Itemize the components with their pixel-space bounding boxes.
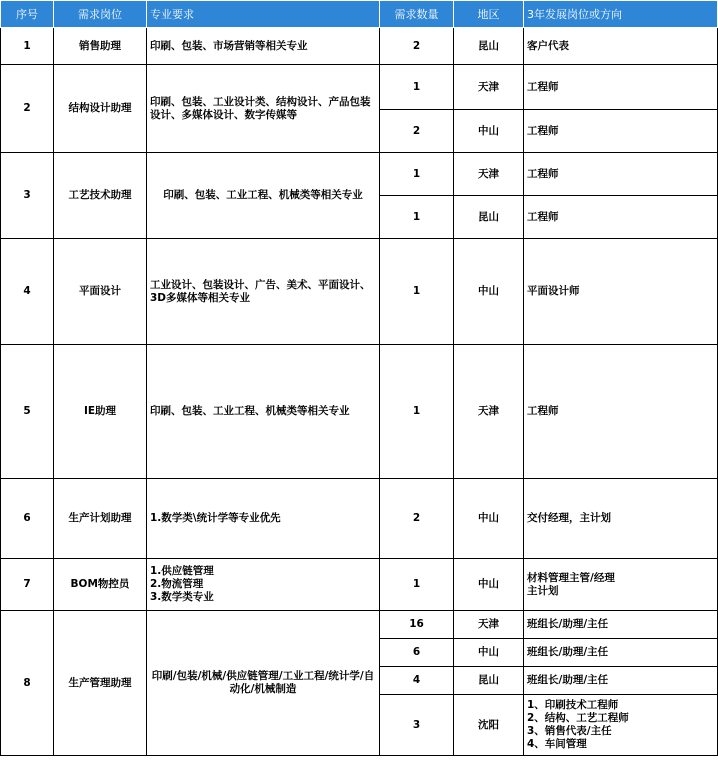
row-quantity: 3 — [380, 695, 454, 756]
table-row — [1, 239, 718, 345]
row-position: IE助理 — [54, 345, 147, 479]
row-region: 天津 — [454, 153, 524, 196]
row-region: 中山 — [454, 479, 524, 559]
row-development: 工程师 — [524, 110, 718, 153]
row-no: 4 — [1, 239, 54, 345]
row-region: 天津 — [454, 345, 524, 479]
table-row — [1, 611, 718, 639]
row-development: 材料管理主管/经理 主计划 — [524, 559, 718, 611]
row-development: 交付经理，主计划 — [524, 479, 718, 559]
row-quantity: 1 — [380, 239, 454, 345]
row-region: 中山 — [454, 239, 524, 345]
row-quantity: 1 — [380, 559, 454, 611]
row-quantity: 6 — [380, 639, 454, 667]
row-quantity: 1 — [380, 196, 454, 239]
row-development: 工程师 — [524, 65, 718, 110]
row-region: 天津 — [454, 65, 524, 110]
row-quantity: 2 — [380, 479, 454, 559]
row-no: 3 — [1, 153, 54, 239]
row-region: 中山 — [454, 559, 524, 611]
row-region: 中山 — [454, 639, 524, 667]
row-development: 班组长/助理/主任 — [524, 639, 718, 667]
row-major: 1.数学类\统计学等专业优先 — [147, 479, 380, 559]
row-quantity: 2 — [380, 110, 454, 153]
row-quantity: 4 — [380, 667, 454, 695]
header-quantity: 需求数量 — [380, 1, 454, 28]
table-row — [1, 345, 718, 479]
row-region: 天津 — [454, 611, 524, 639]
row-major: 1.供应链管理 2.物流管理 3.数学类专业 — [147, 559, 380, 611]
row-quantity: 1 — [380, 153, 454, 196]
row-major: 工业设计、包装设计、广告、美术、平面设计、3D多媒体等相关专业 — [147, 239, 380, 345]
row-development: 工程师 — [524, 345, 718, 479]
row-position: 生产计划助理 — [54, 479, 147, 559]
header-region: 地区 — [454, 1, 524, 28]
row-no: 2 — [1, 65, 54, 153]
row-position: 销售助理 — [54, 28, 147, 65]
row-development: 工程师 — [524, 196, 718, 239]
row-development: 班组长/助理/主任 — [524, 667, 718, 695]
row-position: 平面设计 — [54, 239, 147, 345]
table-row — [1, 65, 718, 110]
row-development: 工程师 — [524, 153, 718, 196]
row-quantity: 1 — [380, 345, 454, 479]
row-major: 印刷、包装、工业工程、机械类等相关专业 — [147, 153, 380, 239]
row-position: 生产管理助理 — [54, 611, 147, 756]
table-row — [1, 153, 718, 196]
header-development: 3年发展岗位或方向 — [524, 1, 718, 28]
row-no: 6 — [1, 479, 54, 559]
row-major: 印刷/包装/机械/供应链管理/工业工程/统计学/自动化/机械制造 — [147, 611, 380, 756]
row-position: 工艺技术助理 — [54, 153, 147, 239]
row-quantity: 1 — [380, 65, 454, 110]
header-no: 序号 — [1, 1, 54, 28]
table-row — [1, 559, 718, 611]
row-region: 昆山 — [454, 667, 524, 695]
row-no: 1 — [1, 28, 54, 65]
row-major: 印刷、包装、工业工程、机械类等相关专业 — [147, 345, 380, 479]
row-no: 7 — [1, 559, 54, 611]
row-position: 结构设计助理 — [54, 65, 147, 153]
row-no: 5 — [1, 345, 54, 479]
table-row — [1, 479, 718, 559]
row-development: 平面设计师 — [524, 239, 718, 345]
header-major: 专业要求 — [147, 1, 380, 28]
row-region: 昆山 — [454, 28, 524, 65]
row-region: 昆山 — [454, 196, 524, 239]
row-region: 沈阳 — [454, 695, 524, 756]
row-no: 8 — [1, 611, 54, 756]
row-quantity: 16 — [380, 611, 454, 639]
row-quantity: 2 — [380, 28, 454, 65]
row-major: 印刷、包装、工业设计类、结构设计、产品包装设计、多媒体设计、数字传媒等 — [147, 65, 380, 153]
row-development: 1、印刷技术工程师 2、结构、工艺工程师 3、销售代表/主任 4、车间管理 — [524, 695, 718, 756]
header-position: 需求岗位 — [54, 1, 147, 28]
row-region: 中山 — [454, 110, 524, 153]
header-row — [1, 1, 718, 28]
row-development: 班组长/助理/主任 — [524, 611, 718, 639]
row-major: 印刷、包装、市场营销等相关专业 — [147, 28, 380, 65]
row-development: 客户代表 — [524, 28, 718, 65]
row-position: BOM物控员 — [54, 559, 147, 611]
table-row — [1, 28, 718, 65]
